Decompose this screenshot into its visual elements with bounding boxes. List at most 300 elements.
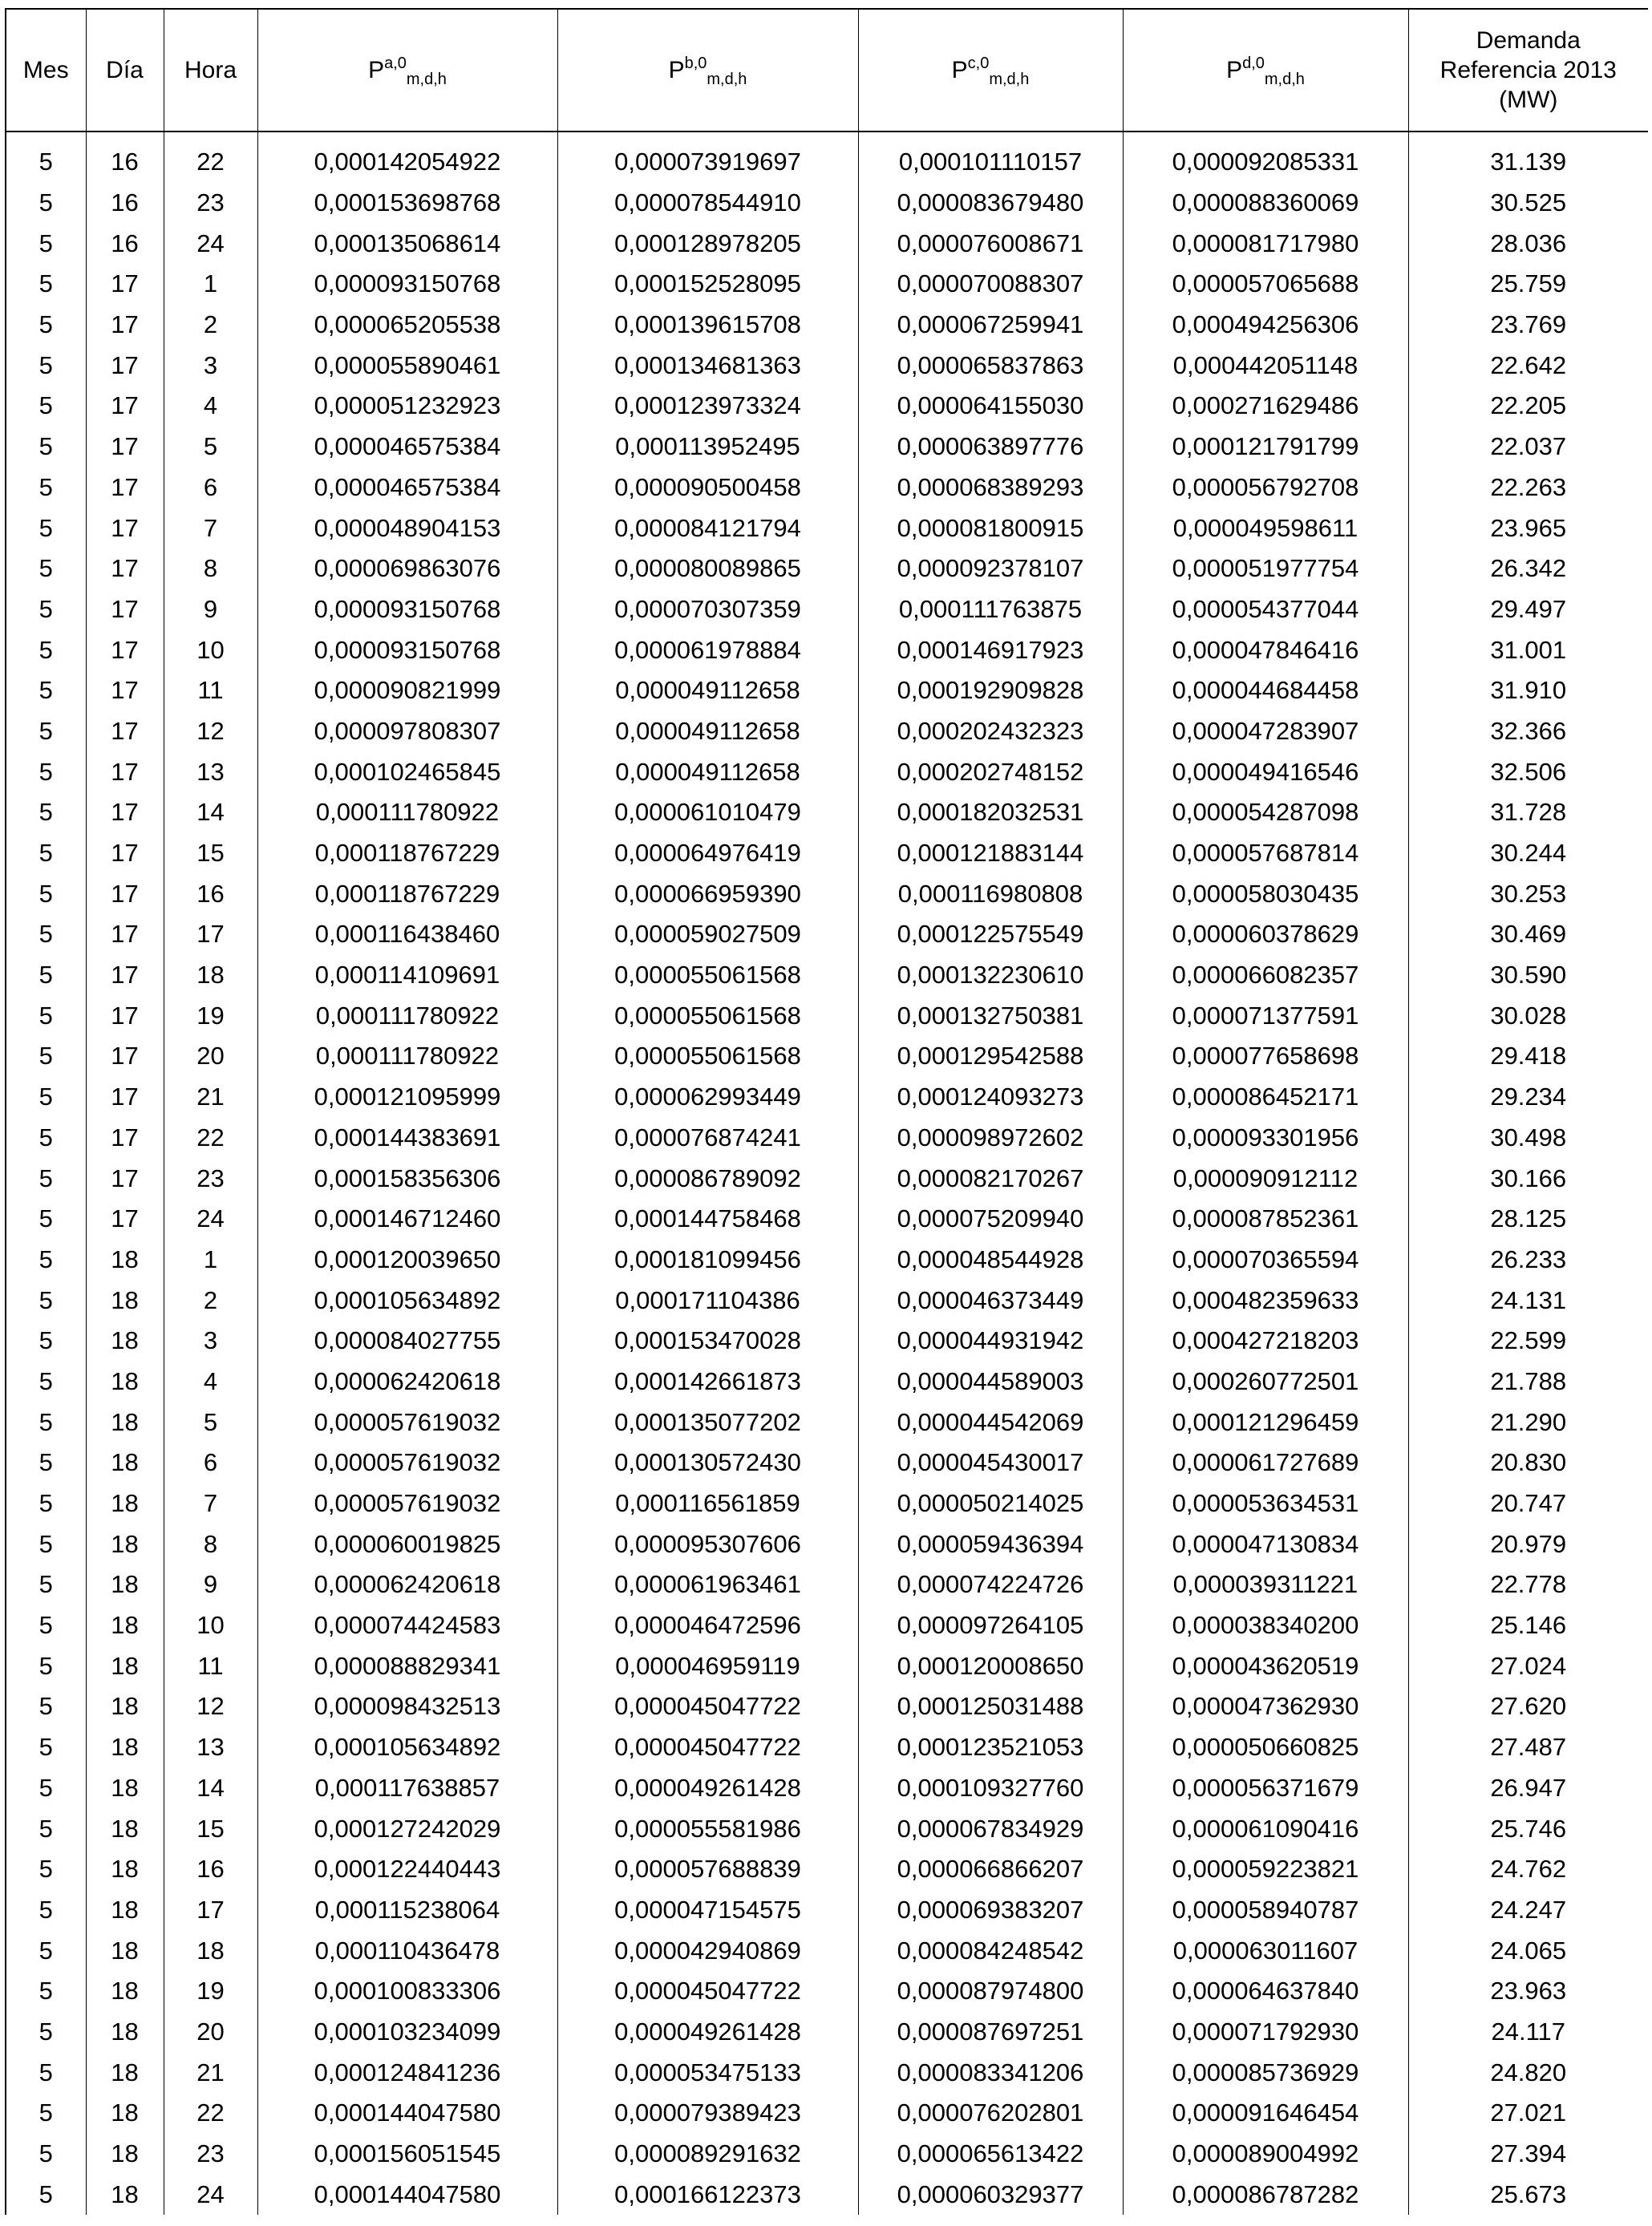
- cell-pb: 0,000171104386: [557, 1280, 858, 1321]
- cell-pd: 0,000088360069: [1123, 183, 1408, 224]
- cell-pc: 0,000202432323: [858, 711, 1123, 752]
- cell-pc: 0,000098972602: [858, 1118, 1123, 1159]
- cell-demanda: 24.762: [1408, 1849, 1648, 1890]
- cell-dia: 18: [86, 1808, 164, 1849]
- cell-pc: 0,000067834929: [858, 1808, 1123, 1849]
- cell-demanda: 27.394: [1408, 2134, 1648, 2175]
- cell-mes: 5: [6, 1280, 86, 1321]
- cell-pb: 0,000055061568: [557, 995, 858, 1036]
- cell-hora: 6: [164, 467, 257, 508]
- cell-hora: 14: [164, 1768, 257, 1809]
- table-row: [6, 1808, 1648, 1849]
- cell-hora: 2: [164, 305, 257, 346]
- table-row: [6, 2134, 1648, 2175]
- cell-dia: 18: [86, 1605, 164, 1646]
- cell-hora: 22: [164, 142, 257, 183]
- cell-pb: 0,000055061568: [557, 955, 858, 996]
- cell-pd: 0,000092085331: [1123, 142, 1408, 183]
- cell-pb: 0,000153470028: [557, 1321, 858, 1362]
- cell-pc: 0,000132750381: [858, 995, 1123, 1036]
- cell-pc: 0,000059436394: [858, 1524, 1123, 1564]
- table-body: [6, 132, 1648, 2215]
- cell-hora: 15: [164, 833, 257, 874]
- header-pd-base: P: [1226, 57, 1243, 83]
- cell-demanda: 31.001: [1408, 629, 1648, 670]
- cell-pa: 0,000088829341: [257, 1645, 557, 1686]
- cell-pd: 0,000051977754: [1123, 548, 1408, 589]
- table-row: [6, 1849, 1648, 1890]
- table-row: [6, 345, 1648, 386]
- cell-pb: 0,000139615708: [557, 305, 858, 346]
- header-demanda-line2: Referencia 2013: [1439, 57, 1617, 83]
- cell-pd: 0,000058030435: [1123, 873, 1408, 914]
- cell-demanda: 27.487: [1408, 1727, 1648, 1768]
- cell-pa: 0,000122440443: [257, 1849, 557, 1890]
- cell-hora: 13: [164, 1727, 257, 1768]
- cell-pb: 0,000046472596: [557, 1605, 858, 1646]
- header-row: [6, 9, 1648, 132]
- cell-mes: 5: [6, 2093, 86, 2134]
- cell-hora: 3: [164, 1321, 257, 1362]
- cell-hora: 19: [164, 995, 257, 1036]
- cell-pc: 0,000048544928: [858, 1240, 1123, 1281]
- cell-hora: 14: [164, 792, 257, 833]
- cell-pa: 0,000065205538: [257, 305, 557, 346]
- cell-pd: 0,000494256306: [1123, 305, 1408, 346]
- cell-pc: 0,000044589003: [858, 1362, 1123, 1402]
- cell-mes: 5: [6, 1890, 86, 1931]
- cell-pa: 0,000121095999: [257, 1077, 557, 1118]
- cell-pa: 0,000120039650: [257, 1240, 557, 1281]
- cell-pc: 0,000132230610: [858, 955, 1123, 996]
- cell-pd: 0,000061090416: [1123, 1808, 1408, 1849]
- table-row: [6, 467, 1648, 508]
- cell-demanda: 30.590: [1408, 955, 1648, 996]
- cell-pa: 0,000105634892: [257, 1280, 557, 1321]
- cell-pa: 0,000046575384: [257, 427, 557, 467]
- table-row: [6, 1605, 1648, 1646]
- cell-hora: 24: [164, 1199, 257, 1240]
- data-table: [5, 8, 1648, 2215]
- cell-pa: 0,000074424583: [257, 1605, 557, 1646]
- cell-hora: 1: [164, 264, 257, 305]
- cell-dia: 18: [86, 1362, 164, 1402]
- cell-pb: 0,000079389423: [557, 2093, 858, 2134]
- cell-pb: 0,000045047722: [557, 1727, 858, 1768]
- cell-hora: 8: [164, 548, 257, 589]
- cell-hora: 5: [164, 427, 257, 467]
- cell-pa: 0,000084027755: [257, 1321, 557, 1362]
- cell-pc: 0,000063897776: [858, 427, 1123, 467]
- cell-dia: 17: [86, 345, 164, 386]
- cell-pa: 0,000111780922: [257, 792, 557, 833]
- table-row: [6, 995, 1648, 1036]
- cell-pc: 0,000060329377: [858, 2174, 1123, 2215]
- cell-pd: 0,000049416546: [1123, 751, 1408, 792]
- cell-dia: 18: [86, 1890, 164, 1931]
- cell-pc: 0,000076008671: [858, 223, 1123, 264]
- cell-mes: 5: [6, 1036, 86, 1077]
- cell-hora: 21: [164, 1077, 257, 1118]
- cell-pb: 0,000142661873: [557, 1362, 858, 1402]
- cell-pa: 0,000144047580: [257, 2174, 557, 2215]
- cell-pc: 0,000146917923: [858, 629, 1123, 670]
- cell-pc: 0,000065837863: [858, 345, 1123, 386]
- cell-mes: 5: [6, 142, 86, 183]
- cell-pc: 0,000125031488: [858, 1686, 1123, 1727]
- table-row: [6, 792, 1648, 833]
- cell-dia: 18: [86, 1240, 164, 1281]
- table-row: [6, 1971, 1648, 2012]
- cell-pd: 0,000060378629: [1123, 914, 1408, 955]
- cell-dia: 17: [86, 1118, 164, 1159]
- cell-demanda: 22.263: [1408, 467, 1648, 508]
- cell-dia: 17: [86, 629, 164, 670]
- cell-pa: 0,000117638857: [257, 1768, 557, 1809]
- cell-mes: 5: [6, 1686, 86, 1727]
- cell-mes: 5: [6, 2134, 86, 2175]
- cell-demanda: 20.979: [1408, 1524, 1648, 1564]
- cell-hora: 9: [164, 589, 257, 630]
- cell-mes: 5: [6, 183, 86, 224]
- cell-pb: 0,000073919697: [557, 142, 858, 183]
- table-row: [6, 914, 1648, 955]
- cell-mes: 5: [6, 1727, 86, 1768]
- table-row: [6, 427, 1648, 467]
- cell-demanda: 20.830: [1408, 1443, 1648, 1483]
- cell-dia: 17: [86, 1077, 164, 1118]
- cell-mes: 5: [6, 629, 86, 670]
- cell-dia: 18: [86, 1768, 164, 1809]
- cell-demanda: 27.021: [1408, 2093, 1648, 2134]
- cell-pb: 0,000049261428: [557, 2012, 858, 2053]
- cell-dia: 17: [86, 1036, 164, 1077]
- table-row: [6, 2174, 1648, 2215]
- cell-pc: 0,000083341206: [858, 2052, 1123, 2093]
- cell-hora: 1: [164, 1240, 257, 1281]
- cell-pc: 0,000120008650: [858, 1645, 1123, 1686]
- table-row: [6, 2012, 1648, 2053]
- cell-hora: 4: [164, 1362, 257, 1402]
- cell-hora: 13: [164, 751, 257, 792]
- cell-pb: 0,000049261428: [557, 1768, 858, 1809]
- cell-hora: 16: [164, 1849, 257, 1890]
- cell-pb: 0,000055061568: [557, 1036, 858, 1077]
- header-pd-sub: m,d,h: [1264, 71, 1305, 88]
- cell-hora: 20: [164, 1036, 257, 1077]
- cell-pd: 0,000086787282: [1123, 2174, 1408, 2215]
- cell-pd: 0,000121791799: [1123, 427, 1408, 467]
- cell-demanda: 30.253: [1408, 873, 1648, 914]
- cell-hora: 12: [164, 711, 257, 752]
- cell-mes: 5: [6, 2012, 86, 2053]
- cell-mes: 5: [6, 914, 86, 955]
- cell-pc: 0,000182032531: [858, 792, 1123, 833]
- table-row: [6, 1077, 1648, 1118]
- cell-mes: 5: [6, 386, 86, 427]
- cell-hora: 24: [164, 2174, 257, 2215]
- cell-pc: 0,000116980808: [858, 873, 1123, 914]
- table-row: [6, 670, 1648, 711]
- cell-pd: 0,000044684458: [1123, 670, 1408, 711]
- cell-pa: 0,000158356306: [257, 1158, 557, 1199]
- cell-pd: 0,000047130834: [1123, 1524, 1408, 1564]
- cell-pd: 0,000063011607: [1123, 1930, 1408, 1971]
- cell-hora: 7: [164, 1483, 257, 1524]
- table-row: [6, 223, 1648, 264]
- cell-dia: 17: [86, 670, 164, 711]
- cell-mes: 5: [6, 305, 86, 346]
- cell-pd: 0,000087852361: [1123, 1199, 1408, 1240]
- cell-demanda: 24.117: [1408, 2012, 1648, 2053]
- cell-dia: 18: [86, 2093, 164, 2134]
- cell-pd: 0,000066082357: [1123, 955, 1408, 996]
- table-row: [6, 2093, 1648, 2134]
- cell-pa: 0,000135068614: [257, 223, 557, 264]
- cell-pd: 0,000070365594: [1123, 1240, 1408, 1281]
- cell-dia: 18: [86, 1321, 164, 1362]
- cell-mes: 5: [6, 1930, 86, 1971]
- cell-mes: 5: [6, 751, 86, 792]
- cell-dia: 17: [86, 914, 164, 955]
- cell-pb: 0,000130572430: [557, 1443, 858, 1483]
- header-demanda-line1: Demanda: [1476, 27, 1581, 54]
- table-row: [6, 1118, 1648, 1159]
- cell-dia: 17: [86, 873, 164, 914]
- cell-pb: 0,000061010479: [557, 792, 858, 833]
- cell-hora: 19: [164, 1971, 257, 2012]
- cell-pa: 0,000146712460: [257, 1199, 557, 1240]
- cell-pa: 0,000105634892: [257, 1727, 557, 1768]
- cell-pd: 0,000053634531: [1123, 1483, 1408, 1524]
- cell-pc: 0,000070088307: [858, 264, 1123, 305]
- cell-pd: 0,000054287098: [1123, 792, 1408, 833]
- cell-mes: 5: [6, 1971, 86, 2012]
- table-row: [6, 2052, 1648, 2093]
- cell-pa: 0,000144047580: [257, 2093, 557, 2134]
- cell-dia: 17: [86, 467, 164, 508]
- cell-pd: 0,000057687814: [1123, 833, 1408, 874]
- header-demanda-line3: (MW): [1499, 87, 1558, 113]
- cell-mes: 5: [6, 1199, 86, 1240]
- cell-demanda: 28.125: [1408, 1199, 1648, 1240]
- cell-hora: 17: [164, 914, 257, 955]
- cell-demanda: 25.759: [1408, 264, 1648, 305]
- cell-pb: 0,000116561859: [557, 1483, 858, 1524]
- cell-demanda: 32.506: [1408, 751, 1648, 792]
- cell-pa: 0,000051232923: [257, 386, 557, 427]
- cell-pa: 0,000142054922: [257, 142, 557, 183]
- table-row: [6, 873, 1648, 914]
- cell-demanda: 27.024: [1408, 1645, 1648, 1686]
- table-row: [6, 1362, 1648, 1402]
- cell-dia: 17: [86, 264, 164, 305]
- table-row: [6, 833, 1648, 874]
- cell-pa: 0,000093150768: [257, 629, 557, 670]
- cell-demanda: 30.525: [1408, 183, 1648, 224]
- cell-pd: 0,000090912112: [1123, 1158, 1408, 1199]
- cell-mes: 5: [6, 2052, 86, 2093]
- table-row: [6, 1686, 1648, 1727]
- cell-pd: 0,000039311221: [1123, 1564, 1408, 1605]
- cell-mes: 5: [6, 1118, 86, 1159]
- cell-hora: 17: [164, 1890, 257, 1931]
- cell-pd: 0,000047283907: [1123, 711, 1408, 752]
- cell-pb: 0,000135077202: [557, 1402, 858, 1443]
- table-row: [6, 1930, 1648, 1971]
- table-row: [6, 751, 1648, 792]
- cell-dia: 18: [86, 2174, 164, 2215]
- cell-mes: 5: [6, 467, 86, 508]
- cell-demanda: 23.965: [1408, 508, 1648, 548]
- cell-pb: 0,000059027509: [557, 914, 858, 955]
- cell-pb: 0,000144758468: [557, 1199, 858, 1240]
- table-row: [6, 1564, 1648, 1605]
- cell-hora: 8: [164, 1524, 257, 1564]
- cell-pc: 0,000092378107: [858, 548, 1123, 589]
- cell-pa: 0,000156051545: [257, 2134, 557, 2175]
- cell-pa: 0,000103234099: [257, 2012, 557, 2053]
- table-row: [6, 1280, 1648, 1321]
- cell-pd: 0,000086452171: [1123, 1077, 1408, 1118]
- cell-demanda: 26.947: [1408, 1768, 1648, 1809]
- cell-pb: 0,000042940869: [557, 1930, 858, 1971]
- cell-mes: 5: [6, 264, 86, 305]
- cell-dia: 17: [86, 711, 164, 752]
- table-row: [6, 183, 1648, 224]
- table-row: [6, 1443, 1648, 1483]
- cell-pb: 0,000086789092: [557, 1158, 858, 1199]
- cell-demanda: 29.234: [1408, 1077, 1648, 1118]
- cell-pc: 0,000109327760: [858, 1768, 1123, 1809]
- cell-pa: 0,000124841236: [257, 2052, 557, 2093]
- cell-demanda: 26.342: [1408, 548, 1648, 589]
- header-pa-base: P: [368, 57, 385, 83]
- cell-pd: 0,000058940787: [1123, 1890, 1408, 1931]
- cell-pd: 0,000047846416: [1123, 629, 1408, 670]
- cell-pc: 0,000066866207: [858, 1849, 1123, 1890]
- header-pa: [257, 9, 557, 132]
- cell-pa: 0,000057619032: [257, 1443, 557, 1483]
- cell-dia: 17: [86, 305, 164, 346]
- cell-pa: 0,000111780922: [257, 995, 557, 1036]
- cell-mes: 5: [6, 1362, 86, 1402]
- header-pb-sup: b,0: [684, 55, 707, 72]
- cell-pd: 0,000427218203: [1123, 1321, 1408, 1362]
- cell-demanda: 31.139: [1408, 142, 1648, 183]
- cell-hora: 15: [164, 1808, 257, 1849]
- cell-dia: 18: [86, 1443, 164, 1483]
- cell-pd: 0,000077658698: [1123, 1036, 1408, 1077]
- cell-mes: 5: [6, 1645, 86, 1686]
- table-row: [6, 386, 1648, 427]
- cell-pa: 0,000098432513: [257, 1686, 557, 1727]
- cell-pa: 0,000048904153: [257, 508, 557, 548]
- cell-demanda: 23.963: [1408, 1971, 1648, 2012]
- cell-dia: 18: [86, 1686, 164, 1727]
- header-hora: Hora: [164, 9, 257, 132]
- cell-hora: 9: [164, 1564, 257, 1605]
- cell-dia: 17: [86, 589, 164, 630]
- header-pc-sup: c,0: [967, 55, 990, 72]
- cell-pd: 0,000061727689: [1123, 1443, 1408, 1483]
- cell-mes: 5: [6, 345, 86, 386]
- cell-pb: 0,000123973324: [557, 386, 858, 427]
- cell-hora: 11: [164, 670, 257, 711]
- cell-demanda: 25.673: [1408, 2174, 1648, 2215]
- cell-pc: 0,000087697251: [858, 2012, 1123, 2053]
- cell-mes: 5: [6, 1808, 86, 1849]
- cell-pb: 0,000090500458: [557, 467, 858, 508]
- cell-pb: 0,000080089865: [557, 548, 858, 589]
- cell-pa: 0,000093150768: [257, 264, 557, 305]
- cell-hora: 10: [164, 1605, 257, 1646]
- cell-dia: 17: [86, 955, 164, 996]
- cell-dia: 17: [86, 833, 164, 874]
- table-row: [6, 1402, 1648, 1443]
- cell-dia: 18: [86, 1645, 164, 1686]
- cell-pa: 0,000116438460: [257, 914, 557, 955]
- cell-mes: 5: [6, 955, 86, 996]
- cell-pd: 0,000047362930: [1123, 1686, 1408, 1727]
- cell-mes: 5: [6, 995, 86, 1036]
- cell-pc: 0,000129542588: [858, 1036, 1123, 1077]
- table-row: [6, 1524, 1648, 1564]
- cell-pc: 0,000046373449: [858, 1280, 1123, 1321]
- cell-pd: 0,000043620519: [1123, 1645, 1408, 1686]
- cell-pa: 0,000100833306: [257, 1971, 557, 2012]
- cell-hora: 12: [164, 1686, 257, 1727]
- table-row: [6, 508, 1648, 548]
- cell-pa: 0,000069863076: [257, 548, 557, 589]
- cell-mes: 5: [6, 1443, 86, 1483]
- cell-pc: 0,000075209940: [858, 1199, 1123, 1240]
- cell-pb: 0,000049112658: [557, 670, 858, 711]
- cell-hora: 23: [164, 183, 257, 224]
- cell-pc: 0,000064155030: [858, 386, 1123, 427]
- cell-pa: 0,000062420618: [257, 1564, 557, 1605]
- header-mes: Mes: [6, 9, 86, 132]
- cell-hora: 11: [164, 1645, 257, 1686]
- cell-pb: 0,000062993449: [557, 1077, 858, 1118]
- cell-pa: 0,000114109691: [257, 955, 557, 996]
- cell-pc: 0,000068389293: [858, 467, 1123, 508]
- cell-dia: 18: [86, 2134, 164, 2175]
- cell-pc: 0,000083679480: [858, 183, 1123, 224]
- cell-dia: 18: [86, 1971, 164, 2012]
- cell-pc: 0,000123521053: [858, 1727, 1123, 1768]
- cell-mes: 5: [6, 223, 86, 264]
- cell-hora: 23: [164, 2134, 257, 2175]
- cell-pd: 0,000271629486: [1123, 386, 1408, 427]
- cell-hora: 18: [164, 1930, 257, 1971]
- table-row: [6, 589, 1648, 630]
- cell-dia: 17: [86, 427, 164, 467]
- cell-demanda: 30.498: [1408, 1118, 1648, 1159]
- cell-hora: 10: [164, 629, 257, 670]
- cell-dia: 17: [86, 995, 164, 1036]
- cell-pc: 0,000044931942: [858, 1321, 1123, 1362]
- header-pb-base: P: [668, 57, 685, 83]
- cell-pb: 0,000095307606: [557, 1524, 858, 1564]
- cell-demanda: 29.497: [1408, 589, 1648, 630]
- cell-demanda: 20.747: [1408, 1483, 1648, 1524]
- cell-pa: 0,000046575384: [257, 467, 557, 508]
- cell-pc: 0,000121883144: [858, 833, 1123, 874]
- cell-mes: 5: [6, 792, 86, 833]
- cell-demanda: 22.205: [1408, 386, 1648, 427]
- cell-pc: 0,000050214025: [858, 1483, 1123, 1524]
